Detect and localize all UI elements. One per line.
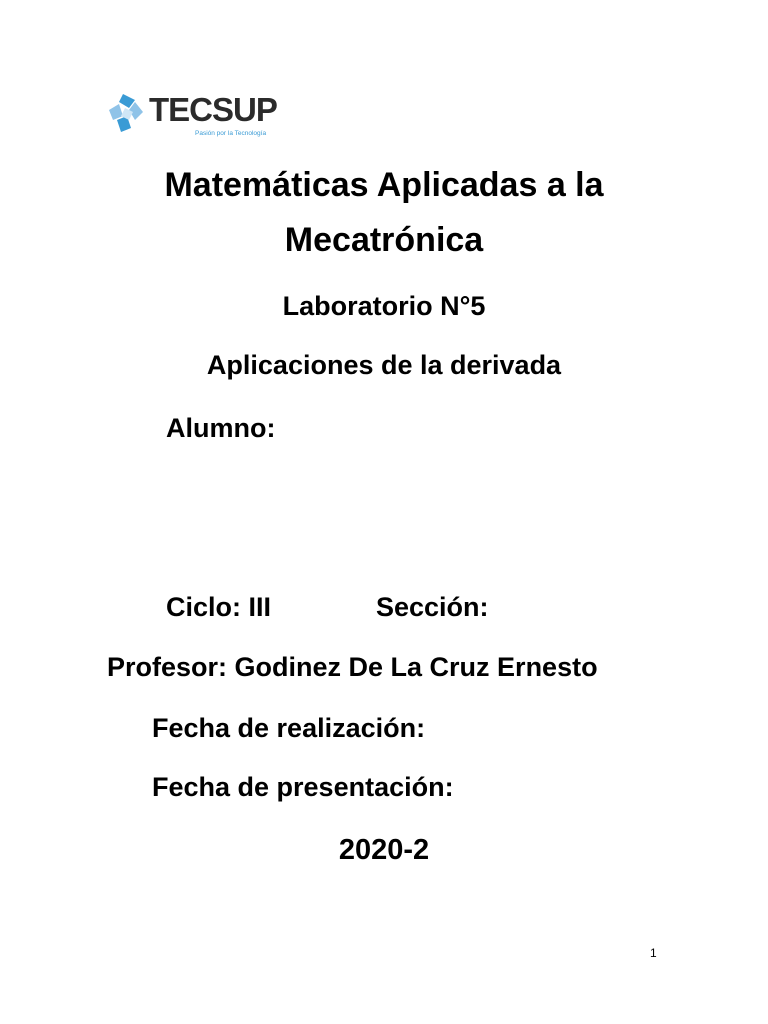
- cycle-label: Ciclo: III: [166, 592, 272, 622]
- student-label: Alumno:: [166, 413, 276, 443]
- logo-tagline: Pasión por la Tecnología: [195, 130, 267, 137]
- section-label: Sección:: [376, 592, 489, 622]
- title-line-1: Matemáticas Aplicadas a la: [164, 166, 604, 204]
- title-line-2: Mecatrónica: [284, 221, 484, 259]
- tecsup-emblem-icon: [105, 90, 145, 136]
- logo-wordmark: TECSUP: [149, 91, 277, 128]
- page-number: 1: [650, 946, 657, 960]
- lab-number: Laboratorio N°5: [282, 291, 486, 321]
- date-submit-label: Fecha de presentación:: [152, 772, 454, 802]
- tecsup-logo: [105, 90, 285, 140]
- academic-period: 2020-2: [338, 834, 430, 866]
- professor-line: Profesor: Godinez De La Cruz Ernesto: [107, 652, 598, 682]
- lab-topic: Aplicaciones de la derivada: [206, 350, 562, 380]
- date-done-label: Fecha de realización:: [152, 713, 426, 743]
